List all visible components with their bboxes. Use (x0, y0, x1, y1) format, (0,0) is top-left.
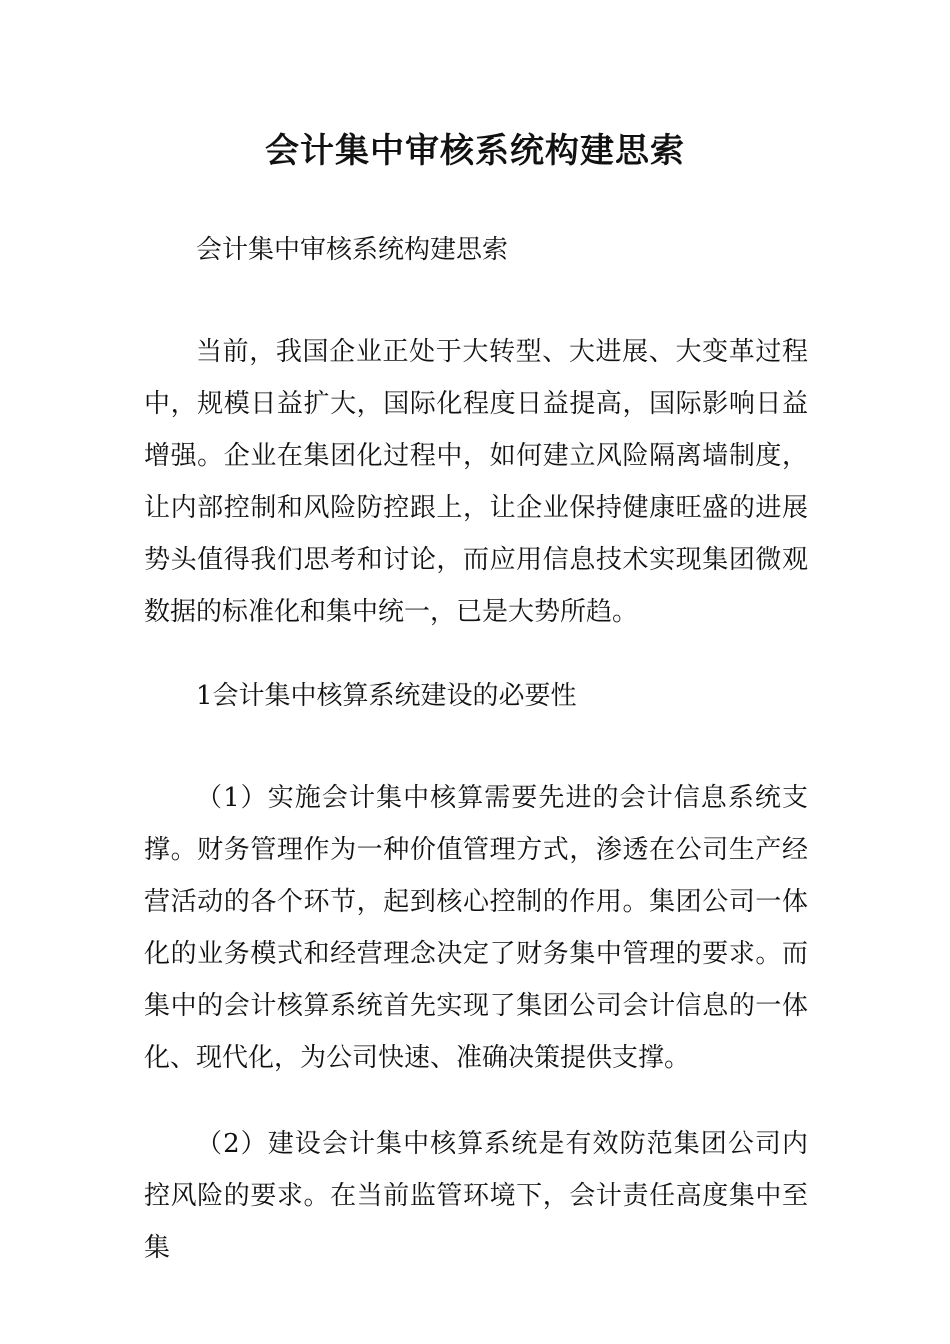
document-title: 会计集中审核系统构建思索 (265, 131, 685, 171)
document-subtitle: 会计集中审核系统构建思索 (196, 235, 509, 265)
section-heading: 1会计集中核算系统建设的必要性 (196, 681, 577, 711)
intro-paragraph: 当前，我国企业正处于大转型、大进展、大变革过程中，规模日益扩大，国际化程度日益提高，国际影响日益增强。企业在集团化过程中，如何建立风险隔离墙制度，让内部控制和风险防控跟上，让企业保持健康旺盛的进展势头值得我们思考和讨论，而应用信息技术实现集团微观数据的标准化和集中统一，已是大势所趋。 (144, 337, 808, 627)
point-one-paragraph: （1）实施会计集中核算需要先进的会计信息系统支撑。财务管理作为一种价值管理方式，渗透在公司生产经营活动的各个环节，起到核心控制的作用。集团公司一体化的业务模式和经营理念决定了财务集中管理的要求。而集中的会计核算系统首先实现了集团公司会计信息的一体化、现代化，为公司快速、准确决策提供支撑。 (144, 783, 808, 1073)
point-two-paragraph: （2）建设会计集中核算系统是有效防范集团公司内控风险的要求。在当前监管环境下，会计责任高度集中至集 (144, 1129, 808, 1263)
